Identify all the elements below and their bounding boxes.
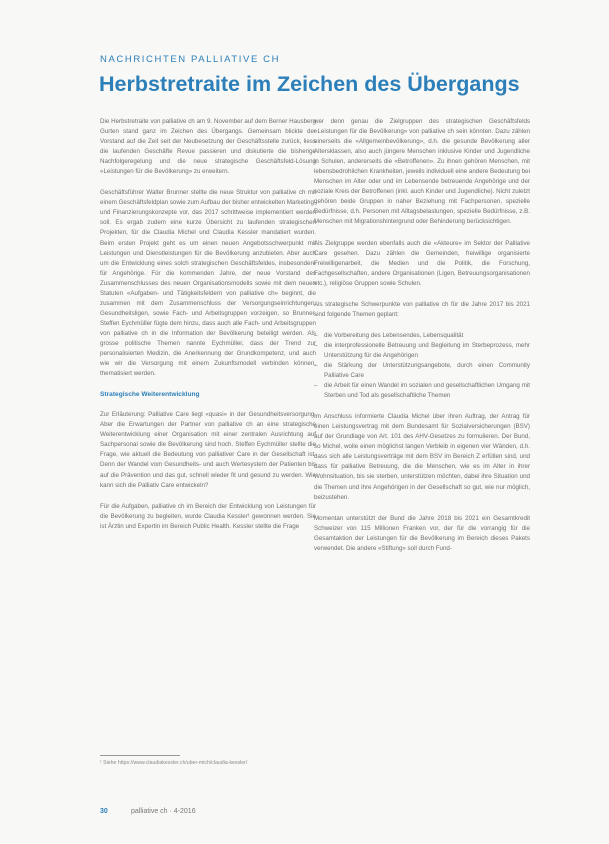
- topic-list: [314, 331, 530, 401]
- footnote-divider: [100, 755, 180, 756]
- journal-name: palliative ch · 4-2016: [131, 808, 196, 815]
- list-item: – die Stärkung der Unterstützungsangebote, durch einen Community Palliative Care: [314, 361, 530, 381]
- section-rubric: NACHRICHTEN PALLIATIVE CH: [100, 54, 281, 65]
- footnote: ¹ Siehe https://www.claudiakessler.ch/uber-mich/claudia-kessler/: [100, 760, 248, 766]
- paragraph: Momentan unterstützt der Bund die Jahre 2018 bis 2021 ein Gesamtkredit Schweizer von 115 Millionen Franken vor, der für die vorrangig für die Gesamtaktion der Leistungen für die Bevölkerung im Bereich dieses Pakets verwendet. Die andere «Stiftung» soll durch Fund-: [314, 514, 530, 552]
- paragraph: Als strategische Schwerpunkte von palliative ch für die Jahre 2017 bis 2021 sind folgende Themen geplant:: [314, 300, 530, 318]
- list-item: – die Vorbereitung des Lebensendes, Lebensqualität: [314, 331, 530, 341]
- left-column: [100, 117, 316, 543]
- paragraph: wer denn genau die Zielgruppen des strategischen Geschäftsfelds «Leistungen für die Bevölkerung» von palliative ch sein könnten. Dazu zählen einerseits die «Allgemeinbevölkerung», d.h. die gesunde Bevölkerung aller Altersklassen, also auch jüngere Menschen inklusive Kinder und Jugendliche in Schulen, andererseits die «Betroffenen». Zu ihnen gehören Menschen, mit lebensbedrohlichen Krankheiten, jeweils individuell eine andere Bedeutung bei Menschen im Alter oder und im Lebensende betreuende Angehörige und der soziale Kreis der Betroffenen (inkl. auch Kinder und Jugendliche). Nicht zuletzt gehören beide Gruppen in naher Beziehung mit Fachpersonen, spezielle Bedürfnisse, d.h. Personen mit Alltagsbelastungen, spezielle Bedürfnisse, z.B. Menschen mit Migrationshintergrund oder Behinderung berücksichtigen.: [314, 118, 530, 226]
- paragraph: Die Herbstretraite von palliative ch am 9. November auf dem Berner Hausberg Gurten stand ganz im Zeichen des Übergangs. Gemeinsam blickte der Vorstand auf die Zeit seit der Neubesetzung der Geschäftsstelle zurück, liess die laufenden Geschäfte Revue passieren und diskutierte die bisherige Nachfolgeregelung und die neue strategische Geschäftsfeld-Lösung «Leistungen für die Bevölkerung» zu erweitern.: [100, 118, 316, 176]
- paragraph: Im Anschluss informierte Claudia Michel über ihren Auftrag, der Antrag für einen Leistungsvertrag mit dem Bundesamt für Sozialversicherungen (BSV) auf der Grundlage von Art. 101 des AHV-Gesetzes zu formulieren. Der Bund, so Michel, wolle einen möglichst langen Verbleib in eigenen vier Wänden, d.h. dass sich alle Leistungsverträge mit dem BSV im Bereich Z erfüllen sind, und dass für palliative Betreuung, die die Menschen, wie es im Alter in ihrer Wohnsituation, bis sie sterben, unterstützen möchten, dabei ihre Situation und die Themen und ihre Angehörigen in der Gesellschaft so gut, wie nur möglich, beizustehen.: [314, 413, 530, 501]
- paragraph: Geschäftsführer Walter Brunner stellte die neue Struktur von palliative ch mit einem Geschäftsfeldplan sowie zum Aufbau der bisher entwickelten Marketing- und Finanzierungskonzepte vor, das 2017 schrittweise implementiert werden soll. Es ergab zudem eine kurze Übersicht zu laufenden strategischen Projekten, für die Claudia Michel und Claudia Kessler mandatiert wurden. Beim ersten Projekt geht es um einen neuen Angebotsschwerpunkt mit Leistungen und Dienstleistungen für die Bevölkerung anzubieten. Aber auch um die Entwicklung eines solch strategischen Geschäftsfeldes, insbesondere für Angehörige. Für die kommenden Jahre, der neue Vorstand des Zusammenschlusses des neuen Organisationsmodells sowie mit dem neuen Statuten «Aufgaben- und Tätigkeitsfeldern von palliative ch» beginnt, die zusammen mit dem Zusammenschluss der Versorgungseinrichtungen, Gesundheitsligen, sowie Fach- und Arbeitsgruppen vorzeigen, so Brunner. Steffen Eychmüller fügte dem hinzu, dass auch alle Fach- und Arbeitsgruppen von palliative ch in die Information der Bevölkerung beteiligt werden. Als grosse politische Themen nannte Eychmüller, dass der Trend zur personalisierten Medizin, die Anerkennung der Grundkompetenz, und auch wie wir die Versorgung mit einem Zukunftsmodell verbinden können, thematisiert werden.: [100, 189, 316, 378]
- paragraph: Für die Aufgaben, palliative ch im Bereich der Entwicklung von Leistungen für die Bevölkerung zu begleiten, wurde Claudia Kessler¹ gewonnen werden. Sie ist Ärztin und Expertin im Bereich Public Health. Kessler stellte die Frage: [100, 502, 316, 530]
- page-number: 30: [100, 808, 108, 815]
- subheading: Strategische Weiterentwicklung: [100, 391, 200, 399]
- list-item: – die Arbeit für einen Wandel im sozialen und gesellschaftlichen Umgang mit Sterben und Tod als gesellschaftliche Themen: [314, 381, 530, 401]
- paragraph: Zur Erläuterung: Palliative Care liegt «quasi» in der Gesundheitsversorgung. Aber die Erwartungen der Partner von palliative ch an eine strategische Weiterentwicklung einer Organisation mit einer zentralen Ausrichtung auf Sachpersonal sowie die Bevölkerung sind hoch. Steffen Eychmüller stellte die Frage, wie aktuell die Bedeutung von palliativer Care in der Gesellschaft ist. Denn der Wandel vom Gesundheits- und auch Wertesystem der Patienten bis auf die Prävention und das gut, schnell wieder fit und gesund zu werden. Wie kann sich die Palliativ Care entwickeln?: [100, 411, 316, 489]
- article-title: Herbstretraite im Zeichen des Übergangs: [99, 72, 520, 96]
- list-item: – die interprofessionelle Betreuung und Begleitung im Sterbeprozess, mehr Unterstützung für die Angehörigen: [314, 341, 530, 361]
- paragraph: Als Zielgruppe werden ebenfalls auch die «Akteure» im Sektor der Palliative Care gesehen. Dazu zählen die Gemeinden, freiwillige organisierte Freiwilligenarbeit, die Medien und die Politik, die Forschung, Fachgesellschaften, andere Organisationen (Ligen, Betreuungsorganisationen etc.), religiöse Gruppen sowie Schulen.: [314, 239, 530, 287]
- right-column: [314, 117, 530, 565]
